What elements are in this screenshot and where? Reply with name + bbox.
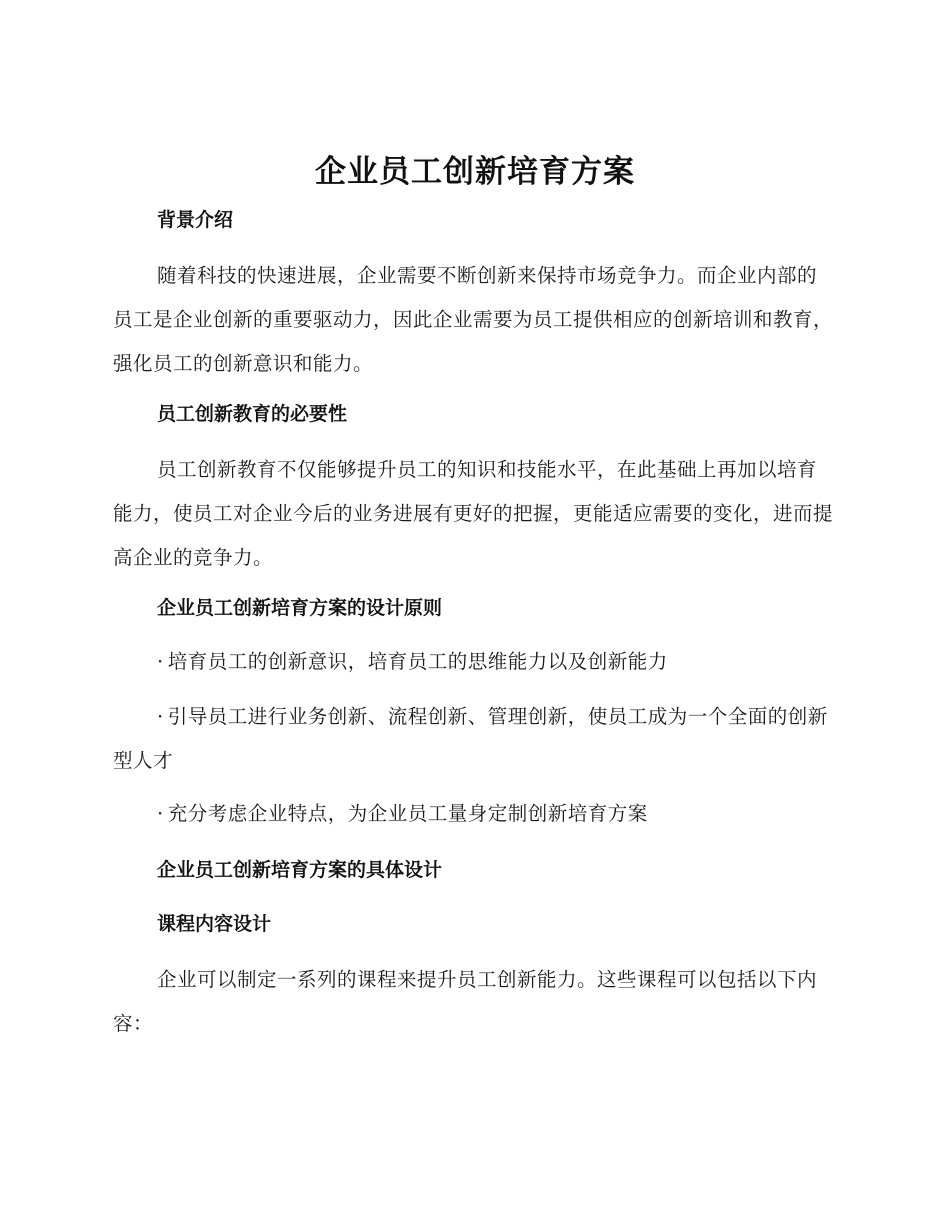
bullet-marker: ·: [157, 705, 164, 728]
paragraph-course: 企业可以制定一系列的课程来提升员工创新能力。这些课程可以包括以下内容：: [113, 968, 818, 1035]
list-item: [113, 695, 835, 783]
list-item-text: 培育员工的创新意识，培育员工的思维能力以及创新能力: [167, 650, 668, 673]
heading-course: 课程内容设计: [157, 913, 272, 935]
list-item: [113, 640, 835, 684]
paragraph-necessity: 员工创新教育不仅能够提升员工的知识和技能水平，在此基础上再加以培育能力，使员工对企业今后的业务进展有更好的把握，更能适应需要的变化，进而提高企业的竞争力。: [113, 458, 834, 569]
heading-necessity: 员工创新教育的必要性: [157, 403, 348, 425]
paragraph-background: 随着科技的快速进展，企业需要不断创新来保持市场竞争力。而企业内部的员工是企业创新的重要驱动力，因此企业需要为员工提供相应的创新培训和教育，强化员工的创新意识和能力。: [113, 264, 834, 375]
heading-principles: 企业员工创新培育方案的设计原则: [157, 597, 443, 619]
list-item-text: 充分考虑企业特点，为企业员工量身定制创新培育方案: [167, 802, 648, 825]
document-title: 企业员工创新培育方案: [315, 154, 635, 190]
heading-background: 背景介绍: [157, 209, 234, 231]
bullet-marker: ·: [157, 650, 164, 673]
bullet-marker: ·: [157, 802, 164, 825]
list-item: [113, 792, 835, 836]
list-item-text: 引导员工进行业务创新、流程创新、管理创新，使员工成为一个全面的创新型人才: [113, 705, 828, 772]
heading-design: 企业员工创新培育方案的具体设计: [157, 859, 443, 881]
